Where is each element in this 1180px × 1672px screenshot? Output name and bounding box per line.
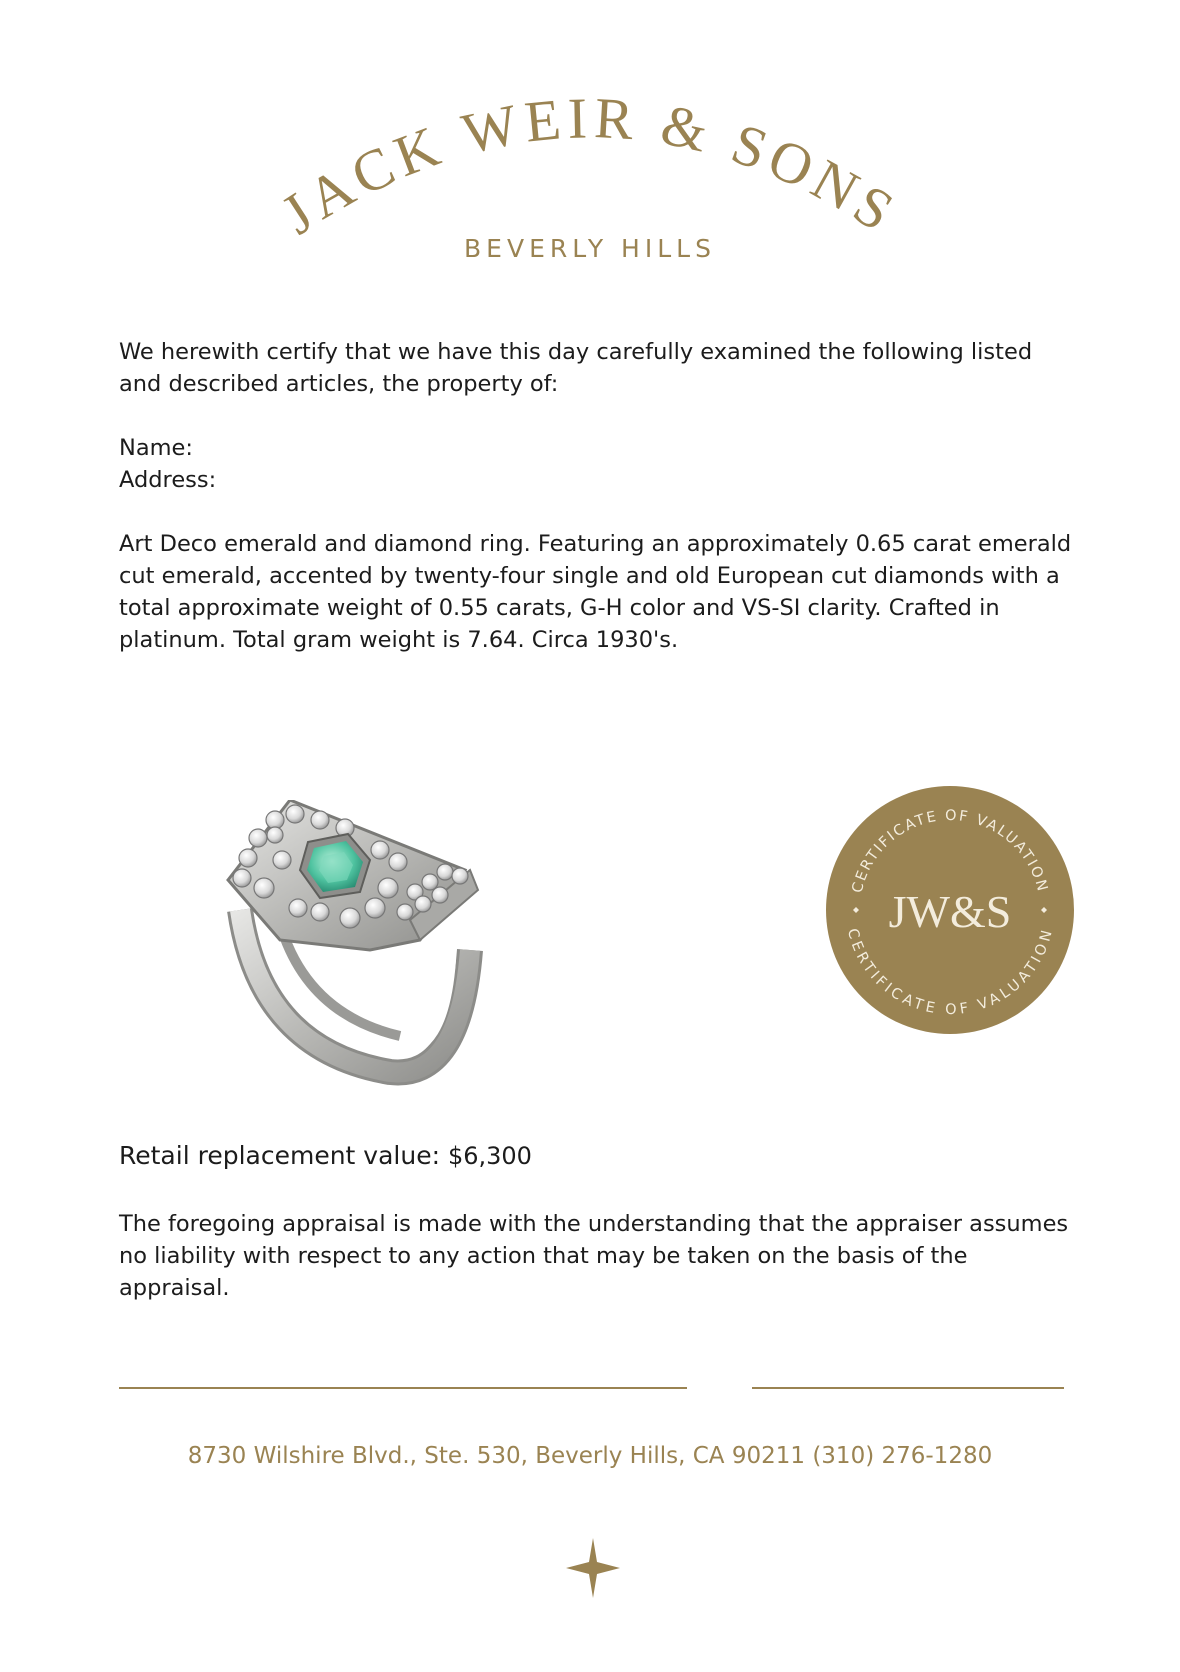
seal-monogram: JW&S	[888, 886, 1012, 937]
disclaimer: The foregoing appraisal is made with the understanding that the appraiser assumes no liability with respect to any action that may be taken on the basis of the appraisal.	[119, 1211, 1069, 1301]
emerald-diamond-ring-photo	[220, 800, 520, 1100]
address-label: Address:	[119, 467, 217, 493]
four-point-star-icon	[566, 1538, 620, 1598]
retail-value-amount: $6,300	[447, 1142, 532, 1170]
signature-line-right	[752, 1387, 1064, 1389]
name-label: Name:	[119, 435, 193, 461]
seal-ring-text-bottom: CERTIFICATE OF VALUATION	[843, 926, 1057, 1019]
brand-name: JACK WEIR & SONS	[270, 85, 910, 247]
brand-city: BEVERLY HILLS	[464, 234, 716, 263]
certificate-seal	[825, 785, 1075, 1035]
retail-value-label: Retail replacement value:	[119, 1141, 440, 1170]
retail-value	[119, 1140, 1079, 1172]
certification-intro: We herewith certify that we have this day carefully examined the following listed and described articles, the property of:	[119, 339, 1033, 397]
footer-address: 8730 Wilshire Blvd., Ste. 530, Beverly Hills, CA 90211 (310) 276-1280	[187, 1443, 993, 1469]
signature-line-left	[119, 1387, 687, 1389]
item-description: Art Deco emerald and diamond ring. Featuring an approximately 0.65 carat emerald cut emerald, accented by twenty-four single and old European cut diamonds with a total approximate weight of 0.55 carats, G-H color and VS-SI clarity. Crafted in platinum. Total gram weight is 7.64. Circa 1930's.	[119, 531, 1072, 653]
seal-ring-text-top: CERTIFICATE OF VALUATION	[849, 807, 1051, 895]
